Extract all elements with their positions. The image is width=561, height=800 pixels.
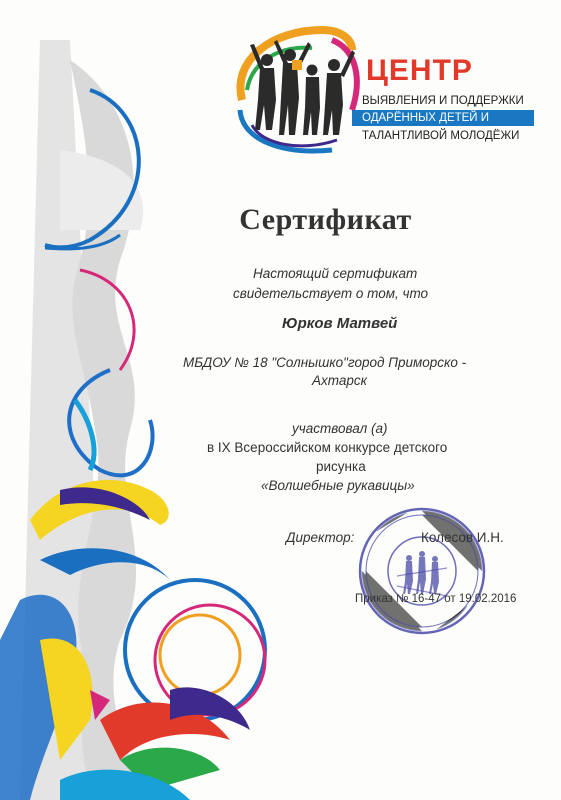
logo-subtitle-line2: ОДАРЁННЫХ ДЕТЕЙ И xyxy=(352,110,534,126)
order-number: Приказ № 16-47 от 19.02.2016 xyxy=(355,593,517,605)
institution-line2: Ахтарск xyxy=(312,373,367,388)
contest-line2: рисунка xyxy=(316,459,366,474)
director-label: Директор: xyxy=(286,530,355,545)
institution-line1: МБДОУ № 18 "Солнышко"город Приморско - xyxy=(183,355,467,370)
contest-line1: в IX Всероссийском конкурсе детского xyxy=(207,440,448,455)
recipient-name: Юрков Матвей xyxy=(282,315,398,332)
logo-subtitle-line3: ТАЛАНТЛИВОЙ МОЛОДЁЖИ xyxy=(362,130,520,142)
official-stamp xyxy=(357,506,487,636)
logo-title: ЦЕНТР xyxy=(366,54,473,87)
contest-name: «Волшебные рукавицы» xyxy=(261,478,415,493)
director-name: Колесов И.Н. xyxy=(421,530,504,545)
logo-subtitle-line1: ВЫЯВЛЕНИЯ И ПОДДЕРЖКИ xyxy=(362,95,524,107)
certificate-title: Сертификат xyxy=(239,203,412,236)
intro-line1: Настоящий сертификат xyxy=(253,266,418,281)
participated-text: участвовал (а) xyxy=(292,421,388,436)
intro-line2: свидетельствует о том, что xyxy=(233,286,429,301)
